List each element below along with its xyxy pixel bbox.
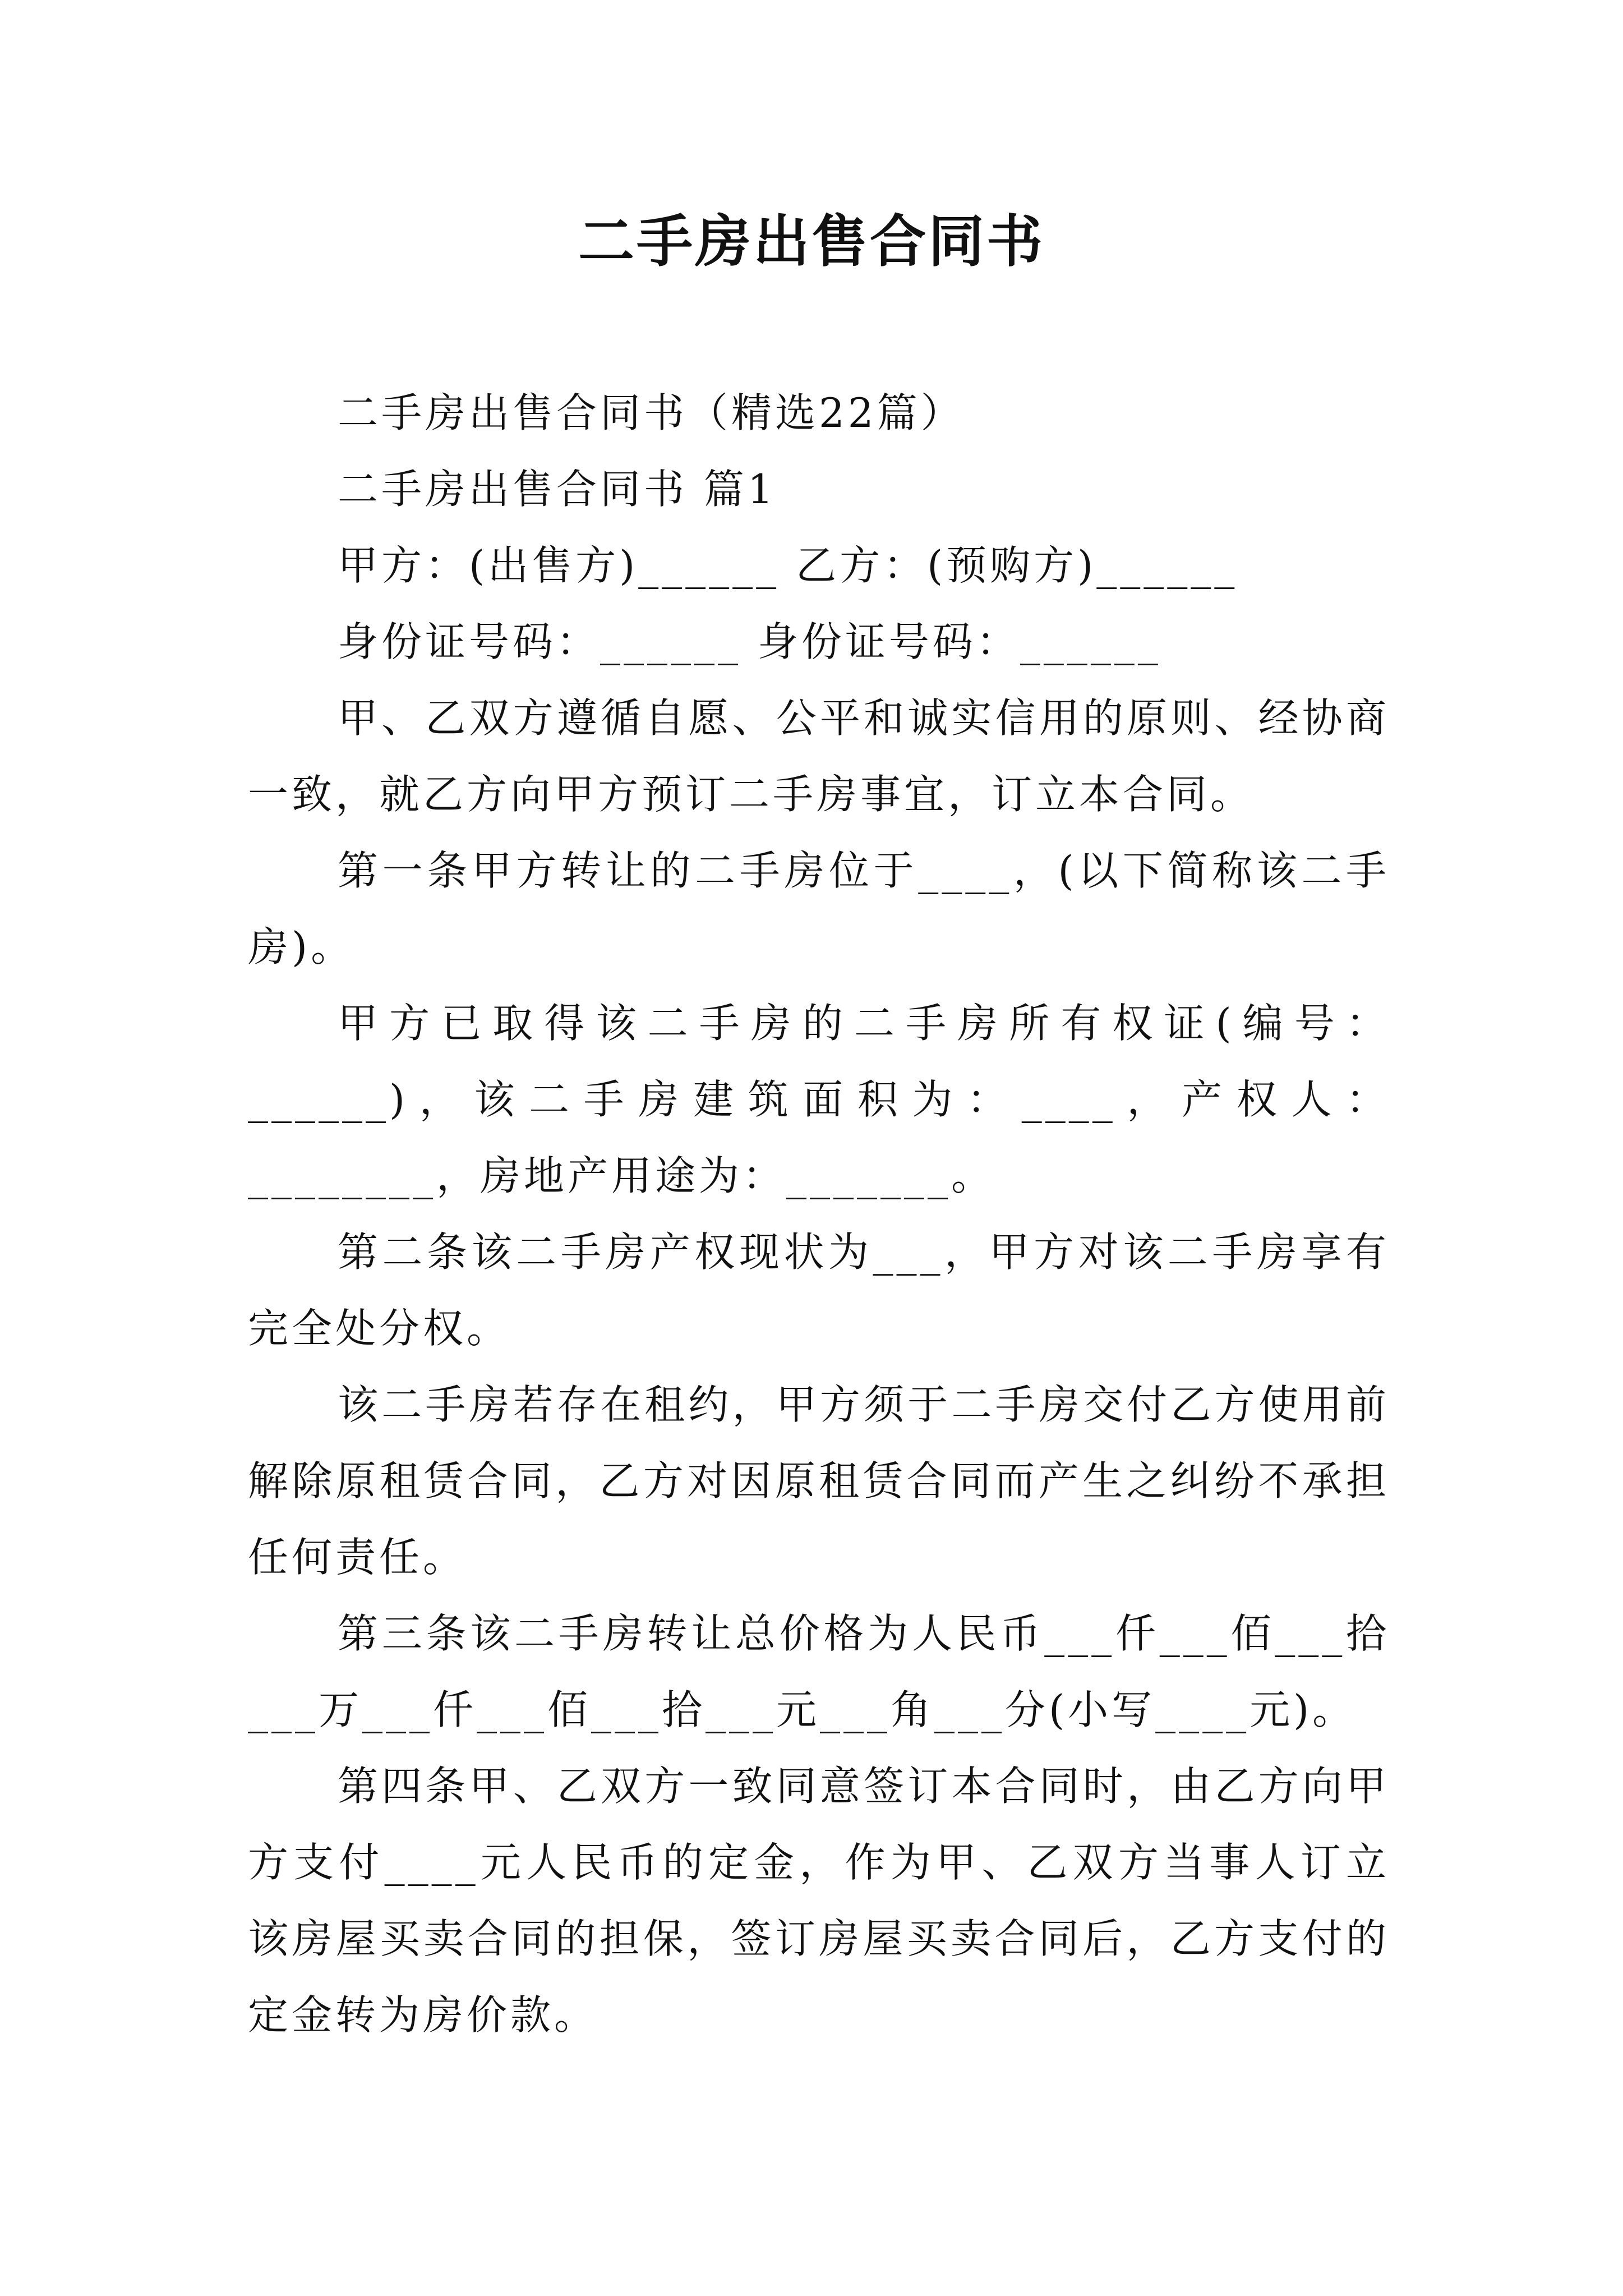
paragraph-parties: 甲方：(出售方)______ 乙方：(预购方)______ <box>338 542 1238 589</box>
paragraph-article-2: 第二条该二手房产权现状为___，甲方对该二手房享有完全处分权。 <box>248 1228 1390 1352</box>
paragraph-ownership-certificate: 甲方已取得该二手房的二手房所有权证(编号：______)，该二手房建筑面积为：____，产权人：________，房地产用途为：_______。 <box>248 1000 1390 1199</box>
paragraph-article-4: 第四条甲、乙双方一致同意签订本合同时，由乙方向甲方支付____元人民币的定金，作为甲、乙双方当事人订立该房屋买卖合同的担保，签订房屋买卖合同后，乙方支付的定金转为房价款。 <box>248 1763 1390 2039</box>
paragraph-subtitle: 二手房出售合同书（精选22篇） <box>338 389 965 436</box>
paragraph-preamble: 甲、乙双方遵循自愿、公平和诚实信用的原则、经协商一致，就乙方向甲方预订二手房事宜，订立本合同。 <box>248 694 1390 818</box>
paragraph-lease: 该二手房若存在租约，甲方须于二手房交付乙方使用前解除原租赁合同，乙方对因原租赁合同而产生之纠纷不承担任何责任。 <box>248 1381 1390 1581</box>
document-body <box>248 375 1390 2053</box>
paragraph-article-1: 第一条甲方转让的二手房位于____，(以下简称该二手房)。 <box>248 847 1390 970</box>
paragraph-article-3: 第三条该二手房转让总价格为人民币___仟___佰___拾___万___仟___佰___拾___元___角___分(小写____元)。 <box>248 1610 1390 1733</box>
paragraph-section-heading: 二手房出售合同书 篇1 <box>338 466 777 513</box>
paragraph-id-numbers: 身份证号码：______ 身份证号码：______ <box>338 618 1161 665</box>
document-title: 二手房出售合同书 <box>578 208 1045 274</box>
